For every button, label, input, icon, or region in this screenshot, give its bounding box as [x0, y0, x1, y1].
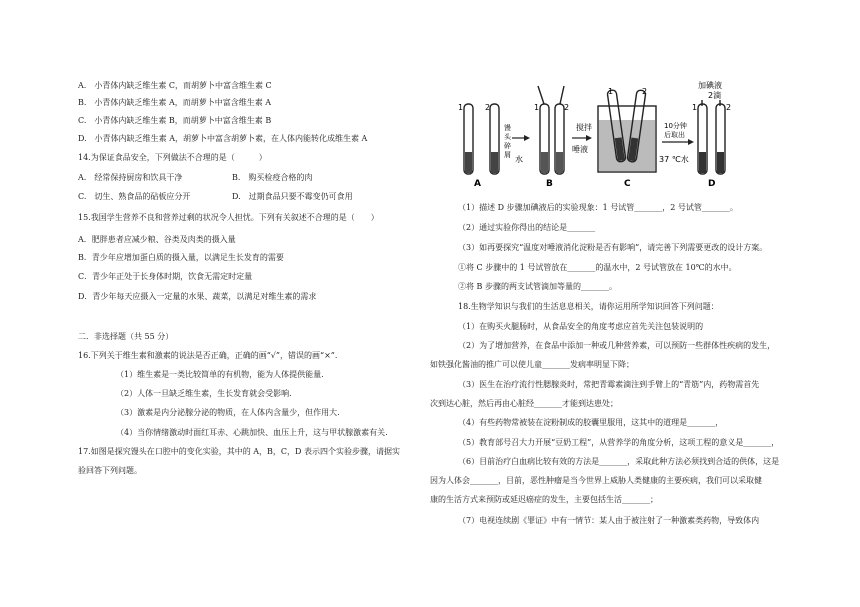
q18-line-10: 康的生活方式来预防或延迟癌症的发生，主要包括生活_______； — [430, 495, 658, 504]
q15-option-c: C．青少年正处于长身体时期，饮食无需定时定量 — [78, 272, 253, 281]
tube-number: 1 — [608, 87, 614, 96]
q14-option-a: A. 经常保持厨房和饮具干净 — [78, 173, 183, 182]
tube-number: 2 — [726, 103, 732, 112]
q13-option-a: A. 小青体内缺乏维生素 C，而胡萝卜中富含维生素 C — [78, 81, 272, 90]
q17-item-3-1: ①将 C 步骤中的 1 号试管放在_______的温水中，2 号试管放在 10℃的水中。 — [458, 263, 737, 272]
q18-line-9: 因为人体会_______，目前，恶性肿瘤是当今世界上威胁人类健康的主要疾病，我们可以采取健 — [430, 476, 762, 485]
q14-option-c: C. 切生、熟食品的砧板应分开 — [78, 192, 191, 201]
q17-item-2: （2）通过实验你得出的结论是_______ — [458, 223, 596, 232]
q17-item-1: （1）描述 D 步骤加碘液后的实验现象：1 号试管_______，2 号试管_______。 — [458, 203, 738, 212]
tube-number: 1 — [458, 103, 464, 112]
q13-option-d: D. 小青体内缺乏维生素 A，胡萝卜中富含胡萝卜素，在人体内能转化成维生素 A — [78, 134, 368, 143]
step-label-b: B — [546, 179, 553, 189]
q18-line-1: （1）在购买火腿肠时，从食品安全的角度考虑应首先关注包装说明的 — [458, 322, 704, 331]
q16-item-4: （4）当你情绪激动时面红耳赤、心跳加快、血压上升，这与甲状腺激素有关. — [116, 428, 388, 437]
mantou-experiment-figure — [452, 80, 832, 192]
tube-number: 1 — [534, 103, 540, 112]
q16-stem: 16.下列关于维生素和激素的说法是否正确，正确的画“√”，错误的画“×”. — [78, 351, 338, 360]
q17-item-3-2: ②将 B 步骤的两支试管滴加等量的_______。 — [458, 282, 617, 291]
q14-option-d: D. 过期食品只要不霉变仍可食用 — [232, 192, 353, 201]
q16-item-2: （2）人体一旦缺乏维生素，生长发育就会受影响. — [116, 389, 292, 398]
step-label-c: C — [624, 179, 631, 189]
q18-line-6: （4）有些药物常被装在淀粉制成的胶囊里服用，这其中的道理是_______， — [458, 418, 724, 427]
label-saliva: 唾液 — [572, 145, 588, 154]
q18-line-3: 如铁强化酱油的推广可以使儿童_______发病率明显下降； — [430, 360, 634, 369]
step-d-tubes — [692, 80, 731, 189]
q15-stem: 15.我国学生营养不良和营养过剩的状况令人担忧。下列有关叙述不合理的是（ ） — [78, 213, 379, 222]
label-water: 水 — [515, 155, 523, 164]
q14-option-b: B. 购买检疫合格的肉 — [232, 173, 313, 182]
tube-number: 2 — [564, 103, 570, 112]
q18-line-5: 次到达心脏，然后再由心脏经_______才能到达患处； — [430, 399, 618, 408]
q16-item-1: （1）维生素是一类比较简单的有机物，能为人体提供能量. — [116, 370, 324, 379]
step-b-tubes — [534, 86, 569, 189]
label-temp: 37 ℃水 — [659, 155, 689, 164]
tube-number: 2 — [485, 103, 491, 112]
q18-line-2: （2）为了增加营养，在食品中添加一种或几种营养素，可以预防一些群体性疾病的发生， — [458, 341, 776, 350]
step-label-a: A — [474, 179, 481, 189]
tube-number: 2 — [642, 87, 648, 96]
label-stir: 搅拌 — [576, 123, 592, 132]
q18-line-4: （3）医生在治疗流行性腮腺炎时，常把青霉素滴注到手臂上的“青筋”内，药物需首先 — [458, 380, 760, 389]
q13-option-b: B. 小青体内缺乏维生素 A，而胡萝卜中富含维生素 A — [78, 98, 272, 107]
tube-number: 1 — [692, 103, 698, 112]
q16-item-3: （3）激素是内分泌腺分泌的物质，在人体内含量少，但作用大. — [116, 408, 340, 417]
q18-line-8: （6）目前治疗白血病比较有效的方法是_______，采取此种方法必须找到合适的供体，这是 — [458, 457, 780, 466]
label-time: 10分钟后取出 — [664, 122, 687, 139]
step-a-tubes — [458, 103, 499, 189]
step-label-d: D — [708, 179, 716, 189]
section-2-heading: 二．非选择题（共 55 分） — [78, 332, 174, 341]
q13-option-c: C. 小青体内缺乏维生素 B，而胡萝卜中富含维生素 B — [78, 116, 272, 125]
q15-option-d: D．青少年每天应摄入一定量的水果、蔬菜，以满足对维生素的需求 — [78, 292, 317, 301]
q18-line-11: （7）电视连续剧《罪证》中有一情节：某人由于被注射了一种激素类药物，导致体内 — [458, 516, 760, 525]
q14-stem: 14.为保证食品安全，下列做法不合理的是（ ） — [78, 153, 267, 162]
q17-item-3: （3）如再要探究“温度对唾液消化淀粉是否有影响”，请完善下列需要更改的设计方案。 — [458, 243, 768, 252]
label-mantou: 馒头碎屑 — [504, 124, 511, 159]
step-c-beaker — [598, 87, 656, 189]
label-iodine: 加碘液 2滴 — [698, 81, 722, 100]
q18-stem: 18.生物学知识与我们的生活息息相关，请你运用所学知识回答下列问题： — [458, 302, 719, 311]
q15-option-a: A．肥胖患者应减少粮、谷类及肉类的摄入量 — [78, 235, 236, 244]
q17-stem-line-2: 验回答下列问题。 — [78, 466, 142, 475]
q15-option-b: B．青少年应增加蛋白质的摄入量，以满足生长发育的需要 — [78, 253, 284, 262]
q18-line-7: （5）教育部号召大力开展“豆奶工程”，从营养学的角度分析，这项工程的意义是_______， — [458, 438, 780, 447]
q17-stem-line-1: 17.如图是探究馒头在口腔中的变化实验，其中的 A，B，C，D 表示四个实验步骤，请据实 — [78, 447, 400, 456]
